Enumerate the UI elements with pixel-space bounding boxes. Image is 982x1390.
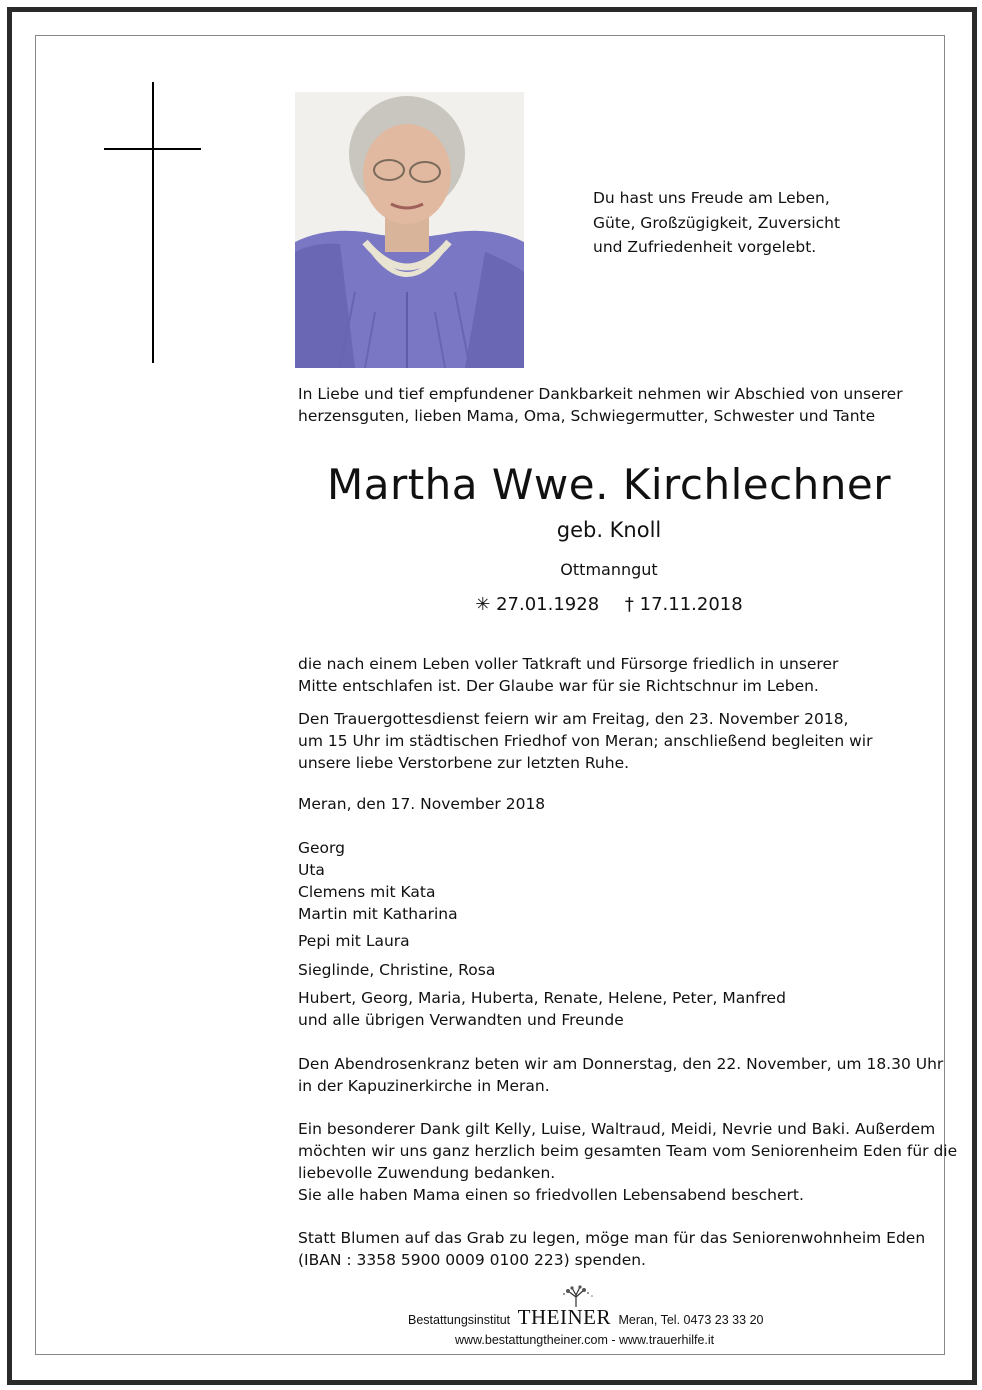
quote-line: Du hast uns Freude am Leben, [593,189,830,207]
footer-websites: www.bestattungtheiner.com - www.trauerhilfe.it [455,1333,715,1347]
quote-line: und Zufriedenheit vorgelebt. [593,238,817,256]
paragraph-passing [298,653,838,697]
intro-line: herzensguten, lieben Mama, Oma, Schwiegermutter, Schwester und Tante [298,407,876,425]
body-line: (IBAN : 3358 5900 0009 0100 223) spenden. [298,1251,646,1269]
birth-date: ✳ 27.01.1928 [475,594,600,615]
mourners-list [298,837,458,925]
mourner: Georg [298,839,345,857]
body-line: liebevolle Zuwendung bedanken. [298,1164,556,1182]
mourner: Uta [298,861,325,879]
intro-line: In Liebe und tief empfundener Dankbarkeit nehmen wir Abschied von unserer [298,385,903,403]
body-line: in der Kapuzinerkirche in Meran. [298,1077,550,1095]
place-date: Meran, den 17. November 2018 [298,795,546,813]
body-line: unsere liebe Verstorbene zur letzten Ruhe. [298,754,630,772]
body-line: die nach einem Leben voller Tatkraft und Fürsorge friedlich in unserer [298,655,839,673]
mourner: Clemens mit Kata [298,883,436,901]
mourner: Sieglinde, Christine, Rosa [298,961,496,979]
body-line: um 15 Uhr im städtischen Friedhof von Meran; anschließend begleiten wir [298,732,873,750]
portrait-photo [295,92,524,368]
quote [593,186,873,260]
brand-name: THEINER [517,1305,611,1329]
body-line: Sie alle haben Mama einen so friedvollen Lebensabend beschert. [298,1186,804,1204]
body-line: Mitte entschlafen ist. Der Glaube war für sie Richtschnur im Leben. [298,677,819,695]
rosary-notice [298,1053,943,1097]
footer-prefix: Bestattungsinstitut [408,1313,511,1327]
house-name: Ottmanngut [560,560,658,579]
quote-line: Güte, Großzügigkeit, Zuversicht [593,213,841,232]
funeral-home-line [408,1306,763,1331]
mourner: Pepi mit Laura [298,932,410,950]
footer-contact: Meran, Tel. 0473 23 33 20 [618,1313,764,1327]
deceased-name: Martha Wwe. Kirchlechner [326,460,892,509]
mourner: Martin mit Katharina [298,905,458,923]
body-line: Den Abendrosenkranz beten wir am Donnerstag, den 22. November, um 18.30 Uhr [298,1055,944,1073]
body-line: möchten wir uns ganz herzlich beim gesamten Team vom Seniorenheim Eden für die [298,1142,958,1160]
intro-text [298,383,903,427]
body-line: Ein besonderer Dank gilt Kelly, Luise, Waltraud, Meidi, Nevrie und Baki. Außerdem [298,1120,936,1138]
mourner: und alle übrigen Verwandten und Freunde [298,1011,624,1029]
mourners-relatives [298,987,786,1031]
thanks-paragraph [298,1118,957,1206]
death-date: † 17.11.2018 [624,594,743,615]
donation-paragraph [298,1227,925,1271]
body-line: Statt Blumen auf das Grab zu legen, möge man für das Seniorenwohnheim Eden [298,1229,926,1247]
body-line: Den Trauergottesdienst feiern wir am Freitag, den 23. November 2018, [298,710,849,728]
mourner: Hubert, Georg, Maria, Huberta, Renate, Helene, Peter, Manfred [298,989,786,1007]
paragraph-funeral [298,708,872,774]
tree-logo-icon [556,1285,596,1307]
maiden-name: geb. Knoll [556,518,662,542]
life-dates [298,592,920,618]
